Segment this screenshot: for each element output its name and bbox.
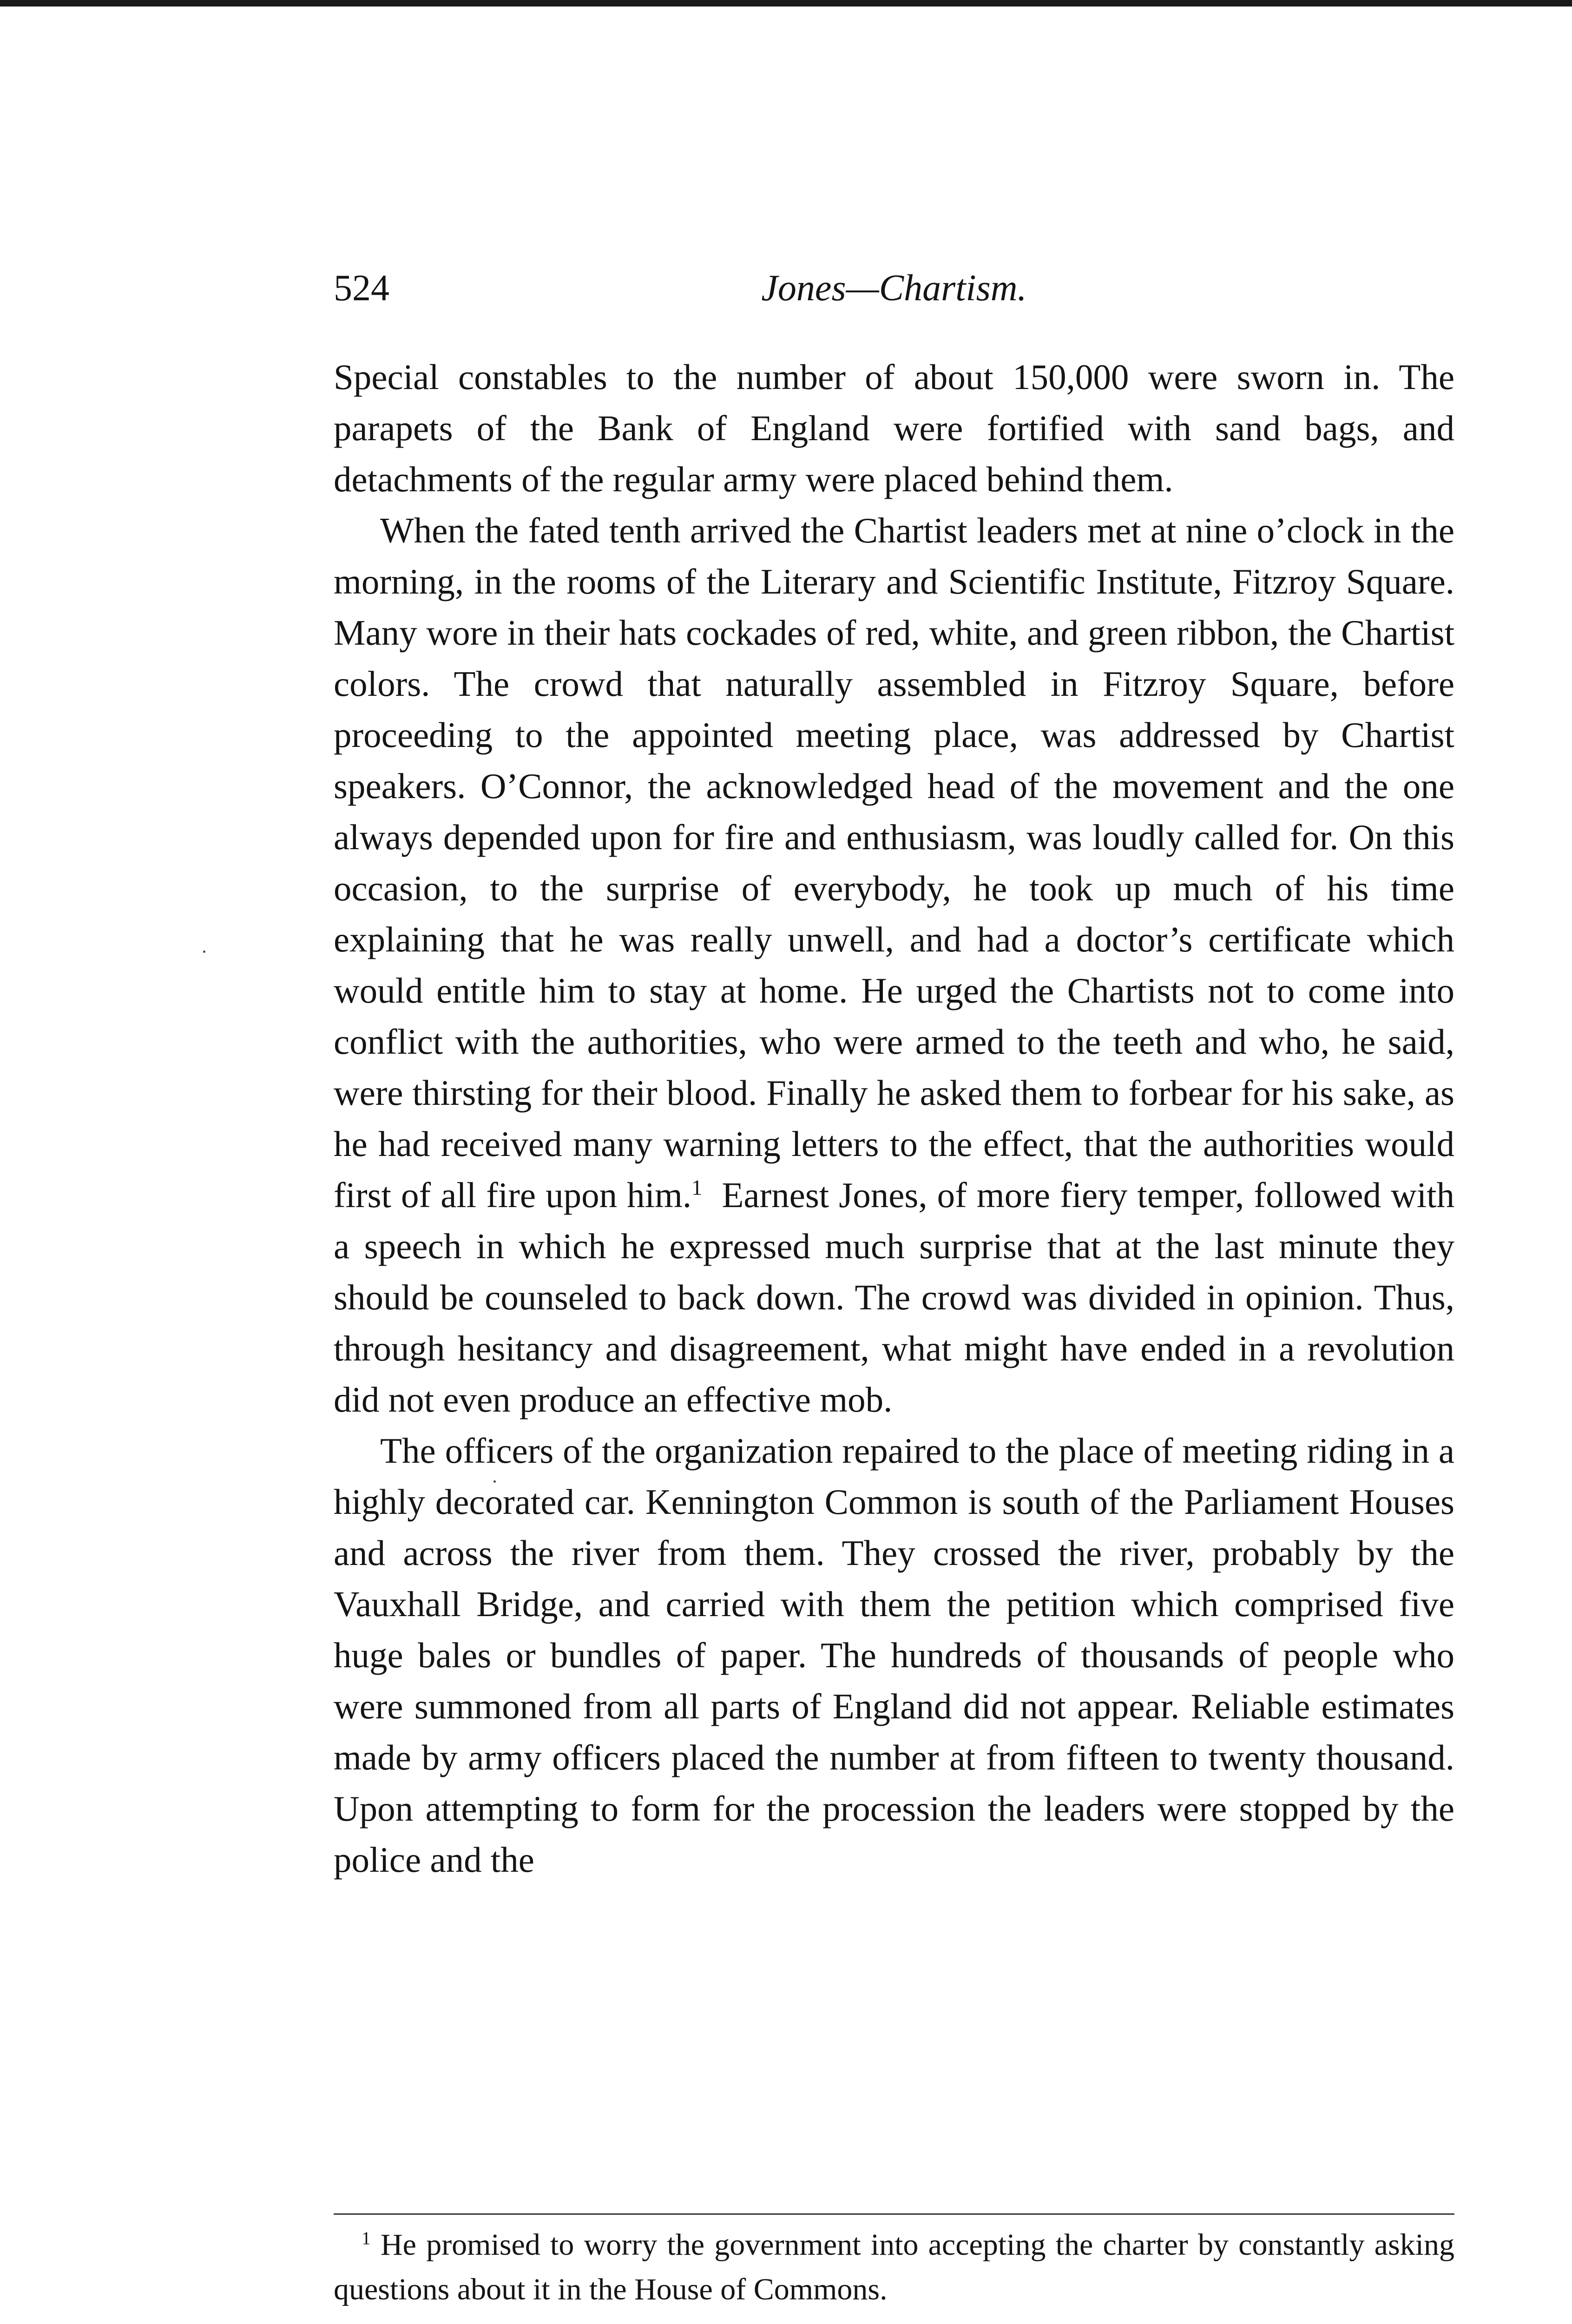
paragraph-text: Special constables to the number of about 150,000 were sworn in. The parapets of the Bank of England were fortified with sand bags, and detachments of the regular army were placed behind them.: [334, 357, 1454, 499]
scan-speck: [203, 951, 205, 953]
paragraph-text: When the fated tenth arrived the Chartist leaders met at nine o’clock in the morning, in the rooms of the Literary and Scientific Institute, Fitzroy Square. Many wore in their hats cockades of red, white, and green ribbon, the Chartist colors. The crowd that naturally assembled in Fitzroy Square, before proceeding to the appointed meeting place, was addressed by Chartist speakers. O’Connor, the acknowledged head of the movement and the one always depended upon for fire and enthusiasm, was loudly called for. On this occasion, to the surprise of everybody, he took up much of his time explaining that he was really unwell, and had a doctor’s certificate which would entitle him to stay at home. He urged the Chartists not to come into conflict with the authorities, who were armed to the teeth and who, he said, were thirsting for their blood. Finally he asked them to forbear for his sake, as he had received many warning letters to the effect, that the authorities would first of all fire upon him.: [334, 510, 1454, 1215]
paragraph-text: The officers of the organization repaired to the place of meeting riding in a highly decorated car. Kennington Common is south of the Parliament Houses and across the river from them. They crossed the river, probably by the Vauxhall Bridge, and carried with them the petition which comprised five huge bales or bundles of paper. The hundreds of thousands of people who were summoned from all parts of England did not appear. Reliable estimates made by army officers placed the number at from fifteen to twenty thousand. Upon attempting to form for the procession the leaders were stopped by the police and the: [334, 1431, 1454, 1880]
footnote-text: He promised to worry the government into accepting the charter by constantly asking questions about it in the House of Commons.: [334, 2228, 1454, 2306]
paragraph-text: Earnest Jones, of more fiery temper, followed with a speech in which he expressed much surprise that at the last minute they should be counseled to back down. The crowd was divided in opinion. Thus, through hesitancy and disagreement, what might have ended in a revolution did not even produce an effective mob.: [334, 1175, 1454, 1419]
paragraph: [334, 505, 1454, 1425]
running-title: Jones—Chartism.: [761, 268, 1027, 309]
body-text: [334, 351, 1454, 1885]
page-header: [334, 260, 1454, 316]
paragraph: [334, 351, 1454, 505]
footnote-reference: 1: [691, 1175, 703, 1200]
scan-top-edge: [0, 0, 1572, 7]
footnotes: [334, 2223, 1454, 2312]
footnote-marker: 1: [362, 2228, 371, 2248]
page-number: 524: [334, 268, 389, 309]
paragraph: [334, 1425, 1454, 1885]
footnote-divider: [334, 2213, 1454, 2215]
footnote: [334, 2223, 1454, 2312]
